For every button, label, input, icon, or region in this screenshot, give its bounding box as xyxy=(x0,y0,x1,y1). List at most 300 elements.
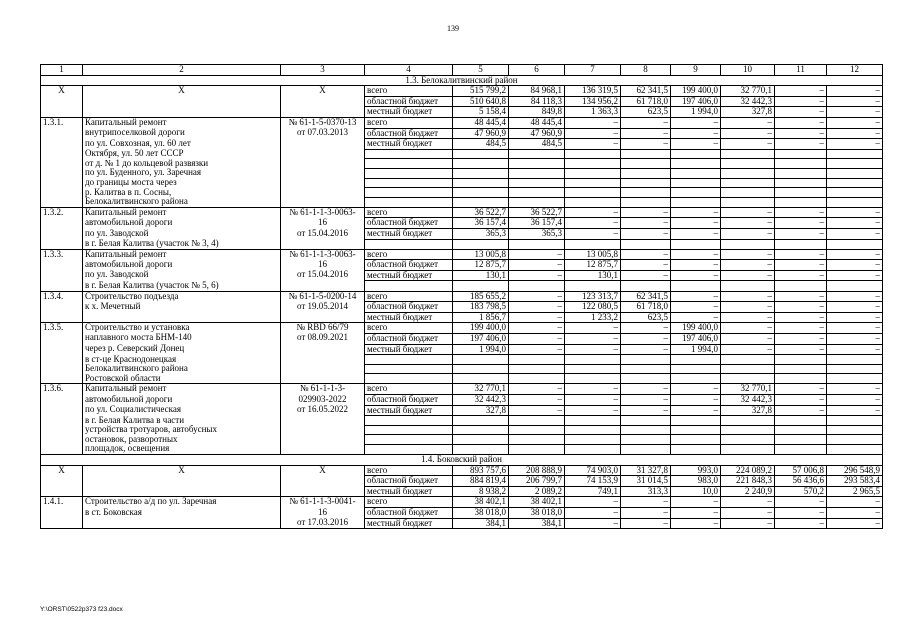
object-name-line: наплавного моста БНМ-140 xyxy=(83,333,281,344)
empty-cell xyxy=(453,178,509,188)
budget-type: местный бюджет xyxy=(365,405,453,416)
amount-cell: – xyxy=(827,260,883,271)
amount-cell: – xyxy=(671,117,721,128)
budget-type: всего xyxy=(365,465,453,476)
item-row xyxy=(41,416,883,426)
object-name-line: Капитальный ремонт xyxy=(83,384,281,395)
amount-cell: 38 018,0 xyxy=(509,508,565,519)
document-line xyxy=(281,355,365,365)
empty-cell xyxy=(453,239,509,249)
amount-cell: 510 640,8 xyxy=(453,96,509,107)
budget-type: местный бюджет xyxy=(365,312,453,323)
amount-cell: 197 406,0 xyxy=(671,96,721,107)
amount-cell: – xyxy=(671,508,721,519)
amount-cell: – xyxy=(721,302,775,313)
empty-cell xyxy=(565,364,621,374)
empty-cell xyxy=(565,159,621,169)
header-row xyxy=(41,65,883,76)
empty-cell xyxy=(621,178,671,188)
column-number: 7 xyxy=(565,65,621,76)
empty-cell xyxy=(827,149,883,159)
object-name-line: автомобильной дороги xyxy=(83,218,281,229)
document-line xyxy=(281,416,365,426)
amount-cell: 13 005,8 xyxy=(565,249,621,260)
amount-cell: 983,0 xyxy=(671,476,721,487)
budget-type: областной бюджет xyxy=(365,476,453,487)
object-name-line: до границы моста через xyxy=(83,178,281,188)
empty-cell xyxy=(621,416,671,426)
summary-marker: X xyxy=(281,86,365,97)
amount-cell: – xyxy=(775,312,827,323)
amount-cell: 84 968,1 xyxy=(509,86,565,97)
item-row xyxy=(41,364,883,374)
empty-cell xyxy=(509,444,565,454)
empty-cell xyxy=(827,364,883,374)
amount-cell: 1 994,0 xyxy=(671,107,721,118)
object-name-line: Капитальный ремонт xyxy=(83,117,281,128)
object-name-line: в ст. Боковская xyxy=(83,508,281,519)
summary-marker: X xyxy=(281,465,365,476)
object-name-line xyxy=(83,312,281,323)
amount-cell: 122 080,5 xyxy=(565,302,621,313)
amount-cell: 8 938,2 xyxy=(453,486,509,497)
document-line: 16 xyxy=(281,260,365,271)
amount-cell: 183 798,5 xyxy=(453,302,509,313)
document-line: № 61-1-5-0370-13 xyxy=(281,117,365,128)
budget-type: местный бюджет xyxy=(365,344,453,355)
empty-cell xyxy=(365,188,453,198)
amount-cell: – xyxy=(671,260,721,271)
amount-cell: – xyxy=(721,229,775,240)
amount-cell: 993,0 xyxy=(671,465,721,476)
empty-cell xyxy=(565,239,621,249)
item-number xyxy=(41,178,83,188)
amount-cell: 5 158,4 xyxy=(453,107,509,118)
empty-cell xyxy=(671,374,721,384)
amount-cell: 36 522,7 xyxy=(453,207,509,218)
empty-cell xyxy=(775,149,827,159)
summary-row xyxy=(41,476,883,487)
amount-cell: – xyxy=(621,323,671,334)
item-row xyxy=(41,333,883,344)
empty-cell xyxy=(509,355,565,365)
amount-cell: 185 655,2 xyxy=(453,291,509,302)
object-name-line: остановок, разворотных xyxy=(83,435,281,445)
empty-cell xyxy=(775,281,827,291)
amount-cell: 623,5 xyxy=(621,107,671,118)
item-number xyxy=(41,508,83,519)
amount-cell: – xyxy=(509,260,565,271)
item-row xyxy=(41,497,883,508)
amount-cell: – xyxy=(721,312,775,323)
empty-cell xyxy=(565,168,621,178)
empty-cell xyxy=(671,178,721,188)
budget-type: областной бюджет xyxy=(365,260,453,271)
document-line xyxy=(281,188,365,198)
empty-cell xyxy=(365,374,453,384)
amount-cell: 365,3 xyxy=(509,229,565,240)
document-line: № 61-1-1-3- xyxy=(281,384,365,395)
amount-cell: 293 583,4 xyxy=(827,476,883,487)
summary-marker xyxy=(281,476,365,487)
empty-cell xyxy=(453,435,509,445)
item-row xyxy=(41,291,883,302)
budget-type: всего xyxy=(365,497,453,508)
document-line: от 16.05.2022 xyxy=(281,405,365,416)
amount-cell: 32 770,1 xyxy=(721,384,775,395)
item-number xyxy=(41,260,83,271)
amount-cell: – xyxy=(671,249,721,260)
item-number xyxy=(41,416,83,426)
amount-cell: – xyxy=(621,128,671,139)
empty-cell xyxy=(509,425,565,435)
amount-cell: 197 406,0 xyxy=(671,333,721,344)
empty-cell xyxy=(621,425,671,435)
object-name-line: внутрипоселковой дороги xyxy=(83,128,281,139)
amount-cell: 296 548,9 xyxy=(827,465,883,476)
document-line: 029903-2022 xyxy=(281,395,365,406)
empty-cell xyxy=(509,188,565,198)
amount-cell: – xyxy=(565,405,621,416)
amount-cell: 32 442,3 xyxy=(721,96,775,107)
amount-cell: – xyxy=(565,218,621,229)
amount-cell: – xyxy=(827,302,883,313)
item-row xyxy=(41,188,883,198)
empty-cell xyxy=(721,435,775,445)
amount-cell: – xyxy=(671,291,721,302)
object-name-line: автомобильной дороги xyxy=(83,395,281,406)
amount-cell: – xyxy=(621,405,671,416)
empty-cell xyxy=(671,425,721,435)
amount-cell: – xyxy=(509,312,565,323)
empty-cell xyxy=(827,416,883,426)
item-number xyxy=(41,159,83,169)
amount-cell: – xyxy=(775,497,827,508)
empty-cell xyxy=(775,416,827,426)
amount-cell: 849,8 xyxy=(509,107,565,118)
empty-cell xyxy=(365,355,453,365)
empty-cell xyxy=(721,444,775,454)
empty-cell xyxy=(827,159,883,169)
amount-cell: 327,8 xyxy=(721,405,775,416)
empty-cell xyxy=(509,374,565,384)
amount-cell: – xyxy=(565,128,621,139)
empty-cell xyxy=(565,281,621,291)
amount-cell: 38 402,1 xyxy=(453,497,509,508)
empty-cell xyxy=(671,355,721,365)
summary-row xyxy=(41,86,883,97)
empty-cell xyxy=(365,178,453,188)
summary-marker xyxy=(83,96,281,107)
amount-cell: 56 436,6 xyxy=(775,476,827,487)
amount-cell: – xyxy=(671,312,721,323)
empty-cell xyxy=(775,435,827,445)
amount-cell: – xyxy=(721,291,775,302)
amount-cell: – xyxy=(671,384,721,395)
item-number xyxy=(41,518,83,529)
amount-cell: 48 445,4 xyxy=(509,117,565,128)
empty-cell xyxy=(775,239,827,249)
object-name-line: Октября, ул. 50 лет СССР xyxy=(83,149,281,159)
amount-cell: 623,5 xyxy=(621,312,671,323)
budget-type: местный бюджет xyxy=(365,229,453,240)
amount-cell: – xyxy=(775,86,827,97)
amount-cell: – xyxy=(827,508,883,519)
amount-cell: – xyxy=(775,207,827,218)
amount-cell: – xyxy=(671,395,721,406)
amount-cell: – xyxy=(827,291,883,302)
item-row xyxy=(41,374,883,384)
summary-row xyxy=(41,486,883,497)
empty-cell xyxy=(565,188,621,198)
amount-cell: – xyxy=(671,207,721,218)
item-number: 1.4.1. xyxy=(41,497,83,508)
empty-cell xyxy=(365,425,453,435)
document-line xyxy=(281,139,365,150)
document-line xyxy=(281,149,365,159)
item-number xyxy=(41,229,83,240)
empty-cell xyxy=(721,355,775,365)
empty-cell xyxy=(621,364,671,374)
amount-cell: 74 153,9 xyxy=(565,476,621,487)
amount-cell: – xyxy=(775,139,827,150)
item-number xyxy=(41,374,83,384)
empty-cell xyxy=(621,281,671,291)
empty-cell xyxy=(565,425,621,435)
amount-cell: 2 240,9 xyxy=(721,486,775,497)
amount-cell: – xyxy=(565,229,621,240)
amount-cell: – xyxy=(565,395,621,406)
empty-cell xyxy=(565,374,621,384)
amount-cell: – xyxy=(621,344,671,355)
document-line: от 08.09.2021 xyxy=(281,333,365,344)
amount-cell: – xyxy=(827,86,883,97)
item-row xyxy=(41,260,883,271)
amount-cell: – xyxy=(621,229,671,240)
empty-cell xyxy=(509,168,565,178)
empty-cell xyxy=(775,178,827,188)
empty-cell xyxy=(721,364,775,374)
amount-cell: 206 799,7 xyxy=(509,476,565,487)
empty-cell xyxy=(827,281,883,291)
document-line xyxy=(281,364,365,374)
amount-cell: 199 400,0 xyxy=(671,323,721,334)
amount-cell: – xyxy=(621,218,671,229)
amount-cell: – xyxy=(671,128,721,139)
document-line xyxy=(281,312,365,323)
empty-cell xyxy=(565,416,621,426)
empty-cell xyxy=(721,416,775,426)
empty-cell xyxy=(827,168,883,178)
item-row xyxy=(41,405,883,416)
object-name-line: по ул. Социалистическая xyxy=(83,405,281,416)
amount-cell: – xyxy=(671,139,721,150)
amount-cell: – xyxy=(827,312,883,323)
empty-cell xyxy=(565,178,621,188)
amount-cell: 327,8 xyxy=(453,405,509,416)
amount-cell: – xyxy=(721,518,775,529)
amount-cell: – xyxy=(775,270,827,281)
amount-cell: – xyxy=(621,270,671,281)
object-name-line: Белокалитвинского района xyxy=(83,197,281,207)
empty-cell xyxy=(827,239,883,249)
amount-cell: – xyxy=(775,229,827,240)
summary-marker xyxy=(281,486,365,497)
object-name-line: в г. Белая Калитва (участок № 5, 6) xyxy=(83,281,281,291)
amount-cell: – xyxy=(827,207,883,218)
budget-type: областной бюджет xyxy=(365,128,453,139)
amount-cell: 224 089,2 xyxy=(721,465,775,476)
object-name-line: по ул. Буденного, ул. Заречная xyxy=(83,168,281,178)
empty-cell xyxy=(453,416,509,426)
section-title: 1.4. Боковский район xyxy=(41,455,883,466)
page-number: 139 xyxy=(447,24,459,33)
amount-cell: – xyxy=(565,323,621,334)
section-title-row xyxy=(41,455,883,466)
amount-cell: – xyxy=(721,117,775,128)
amount-cell: 47 960,9 xyxy=(509,128,565,139)
column-number: 4 xyxy=(365,65,453,76)
document-line xyxy=(281,374,365,384)
amount-cell: 221 848,3 xyxy=(721,476,775,487)
document-line xyxy=(281,435,365,445)
document-line xyxy=(281,239,365,249)
document-line: № 61-1-1-3-0063- xyxy=(281,207,365,218)
empty-cell xyxy=(775,197,827,207)
item-number: 1.3.3. xyxy=(41,249,83,260)
object-name-line: площадок, освещения xyxy=(83,444,281,454)
item-row xyxy=(41,218,883,229)
empty-cell xyxy=(827,374,883,384)
object-name-line xyxy=(83,518,281,529)
empty-cell xyxy=(453,425,509,435)
empty-cell xyxy=(671,364,721,374)
amount-cell: 2 089,2 xyxy=(509,486,565,497)
amount-cell: 10,0 xyxy=(671,486,721,497)
object-name-line: автомобильной дороги xyxy=(83,260,281,271)
amount-cell: 134 956,2 xyxy=(565,96,621,107)
amount-cell: – xyxy=(827,249,883,260)
document-line xyxy=(281,178,365,188)
amount-cell: 32 770,1 xyxy=(721,86,775,97)
summary-marker xyxy=(41,486,83,497)
object-name-line: в г. Белая Калитва (участок № 3, 4) xyxy=(83,239,281,249)
item-row xyxy=(41,168,883,178)
empty-cell xyxy=(827,444,883,454)
summary-marker xyxy=(83,107,281,118)
item-number xyxy=(41,218,83,229)
amount-cell: – xyxy=(509,291,565,302)
object-name-line: устройства тротуаров, автобусных xyxy=(83,425,281,435)
item-number xyxy=(41,333,83,344)
item-number xyxy=(41,239,83,249)
amount-cell: – xyxy=(509,249,565,260)
amount-cell: – xyxy=(671,229,721,240)
empty-cell xyxy=(621,168,671,178)
empty-cell xyxy=(721,425,775,435)
item-number xyxy=(41,364,83,374)
empty-cell xyxy=(453,159,509,169)
amount-cell: – xyxy=(509,384,565,395)
amount-cell: 32 770,1 xyxy=(453,384,509,395)
empty-cell xyxy=(365,416,453,426)
amount-cell: – xyxy=(509,302,565,313)
budget-type: всего xyxy=(365,249,453,260)
file-path: Y:\ORST\0522p373 f23.docx xyxy=(40,606,123,613)
document-line: от 17.03.2016 xyxy=(281,518,365,529)
budget-type: всего xyxy=(365,117,453,128)
amount-cell: – xyxy=(671,497,721,508)
empty-cell xyxy=(621,355,671,365)
item-row xyxy=(41,139,883,150)
amount-cell: 515 799,2 xyxy=(453,86,509,97)
summary-marker xyxy=(41,96,83,107)
amount-cell: – xyxy=(827,117,883,128)
amount-cell: – xyxy=(565,207,621,218)
item-number xyxy=(41,395,83,406)
item-row xyxy=(41,435,883,445)
summary-marker: X xyxy=(83,465,281,476)
amount-cell: 123 313,7 xyxy=(565,291,621,302)
item-number xyxy=(41,281,83,291)
amount-cell: – xyxy=(621,260,671,271)
amount-cell: – xyxy=(721,218,775,229)
empty-cell xyxy=(671,239,721,249)
item-number xyxy=(41,149,83,159)
item-row xyxy=(41,128,883,139)
empty-cell xyxy=(509,281,565,291)
empty-cell xyxy=(671,168,721,178)
empty-cell xyxy=(453,355,509,365)
amount-cell: 84 118,3 xyxy=(509,96,565,107)
amount-cell: 32 442,3 xyxy=(453,395,509,406)
amount-cell: – xyxy=(827,96,883,107)
empty-cell xyxy=(721,149,775,159)
item-number xyxy=(41,444,83,454)
summary-row xyxy=(41,96,883,107)
amount-cell: 47 960,9 xyxy=(453,128,509,139)
item-row xyxy=(41,197,883,207)
amount-cell: – xyxy=(827,323,883,334)
column-number: 2 xyxy=(83,65,281,76)
item-number: 1.3.4. xyxy=(41,291,83,302)
empty-cell xyxy=(509,149,565,159)
amount-cell: – xyxy=(621,518,671,529)
column-number: 3 xyxy=(281,65,365,76)
amount-cell: – xyxy=(509,344,565,355)
amount-cell: – xyxy=(827,518,883,529)
amount-cell: – xyxy=(775,218,827,229)
amount-cell: 62 341,5 xyxy=(621,291,671,302)
empty-cell xyxy=(565,197,621,207)
empty-cell xyxy=(565,149,621,159)
document-line xyxy=(281,444,365,454)
amount-cell: – xyxy=(621,333,671,344)
amount-cell: 61 718,0 xyxy=(621,96,671,107)
empty-cell xyxy=(775,188,827,198)
item-row xyxy=(41,207,883,218)
object-name-line: Строительство подъезда xyxy=(83,291,281,302)
item-row xyxy=(41,229,883,240)
amount-cell: 893 757,6 xyxy=(453,465,509,476)
amount-cell: – xyxy=(775,395,827,406)
amount-cell: – xyxy=(671,218,721,229)
document-line xyxy=(281,425,365,435)
amount-cell: – xyxy=(621,395,671,406)
amount-cell: 484,5 xyxy=(453,139,509,150)
document-line: от 19.05.2014 xyxy=(281,302,365,313)
object-name-line: по ул. Заводской xyxy=(83,270,281,281)
